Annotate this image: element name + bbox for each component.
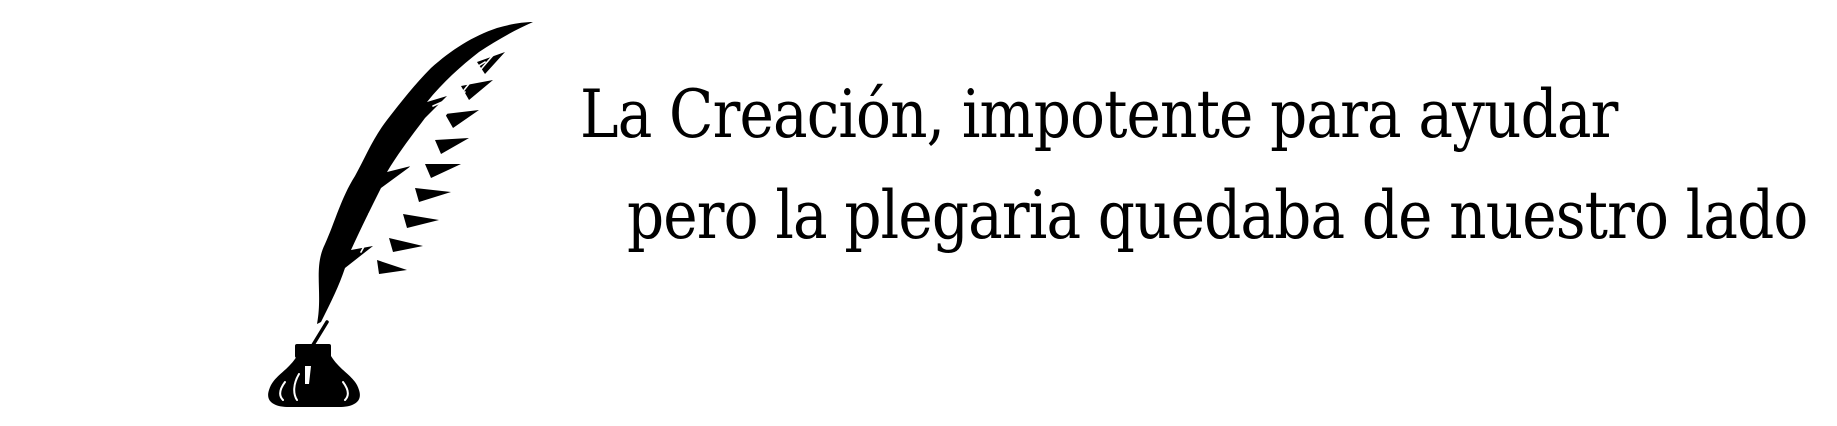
- verse-line-1: La Creación, impotente para ayudar: [580, 76, 1618, 153]
- verse-line-2: pero la plegaria quedaba de nuestro lado: [627, 177, 1808, 254]
